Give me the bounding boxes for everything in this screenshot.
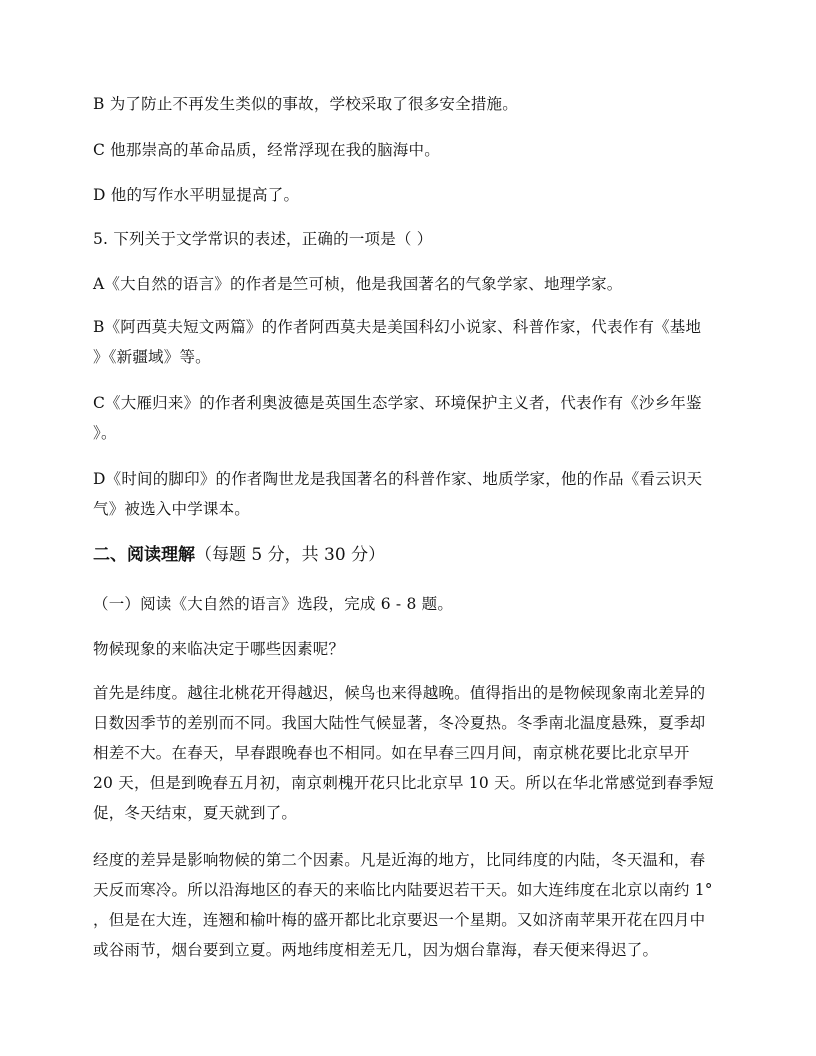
text-line: 气》被选入中学课本。 [93, 500, 251, 518]
q4-option-c: C 他那崇高的革命品质，经常浮现在我的脑海中。 [93, 141, 440, 159]
q4-option-d: D 他的写作水平明显提高了。 [93, 186, 300, 204]
text-line: C《大雁归来》的作者利奥波德是英国生态学家、环境保护主义者，代表作有《沙乡年鉴 [93, 394, 702, 412]
q4-option-b: B 为了防止不再发生类似的事故，学校采取了很多安全措施。 [93, 95, 518, 113]
q5-option-c [93, 388, 723, 448]
q5-option-d [93, 464, 723, 524]
text-line: 或谷雨节，烟台要到立夏。两地纬度相差无几，因为烟台靠海，春天便来得迟了。 [93, 941, 659, 959]
text-line: 》。 [93, 424, 117, 442]
text-line: 促，冬天结束，夏天就到了。 [93, 804, 298, 822]
text-line: 20 天，但是到晚春五月初，南京刺槐开花只比北京早 10 天。所以在华北常感觉到春季短 [93, 774, 714, 792]
text-line: 首先是纬度。越往北桃花开得越迟，候鸟也来得越晚。值得指出的是物候现象南北差异的 [93, 684, 706, 702]
q5-stem: 5. 下列关于文学常识的表述，正确的一项是（ ） [93, 230, 433, 248]
q5-option-b [93, 312, 723, 372]
text-line: 》《新疆域》等。 [93, 348, 211, 366]
text-line: 日数因季节的差别而不同。我国大陆性气候显著，冬冷夏热。冬季南北温度悬殊，夏季却 [93, 714, 706, 732]
section-note: （每题 5 分，共 30 分） [195, 545, 386, 565]
text-line: D《时间的脚印》的作者陶世龙是我国著名的科普作家、地质学家，他的作品《看云识天 [93, 470, 703, 488]
text-line: B《阿西莫夫短文两篇》的作者阿西莫夫是美国科幻小说家、科普作家，代表作有《基地 [93, 318, 702, 336]
text-line: 经度的差异是影响物候的第二个因素。凡是近海的地方，比同纬度的内陆，冬天温和，春 [93, 851, 706, 869]
reading-paragraph-1 [93, 678, 723, 828]
text-line: 相差不大。在春天，早春跟晚春也不相同。如在早春三四月间，南京桃花要比北京早开 [93, 744, 690, 762]
q5-option-a: A《大自然的语言》的作者是竺可桢，他是我国著名的气象学家、地理学家。 [93, 275, 623, 293]
section-title: 二、阅读理解 [93, 545, 195, 565]
text-line: ，但是在大连，连翘和榆叶梅的盛开都比北京要迟一个星期。又如济南苹果开花在四月中 [93, 911, 706, 929]
reading-paragraph-2 [93, 845, 723, 965]
reading-question: 物候现象的来临决定于哪些因素呢？ [93, 640, 345, 658]
reading-intro: （一）阅读《大自然的语言》选段，完成 6 - 8 题。 [93, 595, 454, 613]
section-heading [93, 543, 385, 567]
text-line: 天反而寒冷。所以沿海地区的春天的来临比内陆要迟若干天。如大连纬度在北京以南约 1° [93, 881, 713, 899]
